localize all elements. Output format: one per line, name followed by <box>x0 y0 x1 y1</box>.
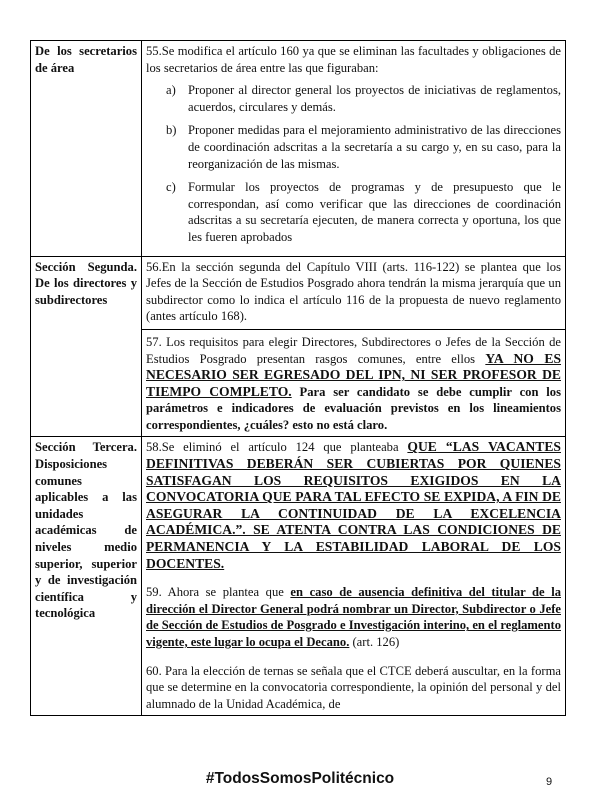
list-item <box>166 82 561 115</box>
list-marker: c) <box>166 180 176 195</box>
paragraph-57-emphasis: YA NO ES NECESARIO SER EGRESADO DEL IPN, NI SER PROFESOR DE TIEMPO COMPLETO. <box>146 350 562 399</box>
list-text: Formular los proyectos de programas y de presupuesto que le correspondan, así como verificar que las direcciones de coordinación adscritas a su secretaría ejecuten, de manera correcta y oportuna, los que les fueren aprobados <box>188 180 561 244</box>
list-text: Proponer al director general los proyectos de iniciativas de reglamentos, acuerdos, circulares y demás. <box>188 83 561 114</box>
paragraph-59 <box>146 584 561 650</box>
list-marker: a) <box>166 83 176 98</box>
row-content <box>142 437 566 716</box>
row-label: De los secretarios de área <box>31 41 142 257</box>
table-row <box>31 256 566 437</box>
paragraph-59-emphasis: en caso de ausencia definitiva del titular de la dirección el Director General podrá nombrar un Director, Subdirector o Jefe de Sección de Estudios de Posgrado e Investigación interino, en el reglamento vigente, este lugar lo ocupa el Decano. <box>146 585 562 649</box>
paragraph-57-text: 57. Los requisitos para elegir Directores, Subdirectores o Jefes de la Sección de Estudios Posgrado presentan rasgos comunes, entre ellos <box>146 334 561 366</box>
paragraph-60: 60. Para la elección de ternas se señala que el CTCE deberá auscultar, en la forma que se determine en la convocatoria correspondiente, la opinión del personal y del alumnado de la Unidad Académica, de <box>146 663 561 711</box>
paragraph-56: 56.En la sección segunda del Capítulo VIII (arts. 116-122) se plantea que los Jefes de la Sección de Estudios Posgrado ahora tendrán la misma jerarquía que un subdirector como lo indica el artículo 116 de la propuesta de nuevo reglamento (antes artículo 168). <box>146 259 561 324</box>
table-row <box>31 437 566 716</box>
paragraph-58 <box>146 439 561 572</box>
paragraph-59-ref: (art. 126) <box>349 635 400 649</box>
list-item <box>166 179 561 245</box>
paragraph-58-emphasis: QUE “LAS VACANTES DEFINITIVAS DEBERÁN SER CUBIERTAS POR QUIENES SATISFAGAN LOS REQUISITOS EXIGIDOS EN LA CONVOCATORIA QUE PARA TAL EFECTO SE EXPIDA, A FIN DE ASEGURAR LA CONTINUIDAD DE LA EXCELENCIA ACADÉMICA.”. SE ATENTA CONTRA LAS CONDICIONES DE PERMANENCIA Y LA ESTABILIDAD LABORAL DE LOS DOCENTES. <box>146 439 561 571</box>
list-text: Proponer medidas para el mejoramiento administrativo de las direcciones de coordinación adscritas a la secretaría a su cargo y, en su caso, para la reorganización de las mismas. <box>188 123 561 171</box>
sub-list <box>146 82 561 245</box>
hashtag-footer: #TodosSomosPolitécnico <box>205 770 395 787</box>
row-label: Sección Segunda. De los directores y subdirectores <box>31 256 142 437</box>
paragraph-58-text: 58.Se eliminó el artículo 124 que planteaba <box>146 440 408 455</box>
paragraph-57 <box>146 334 561 434</box>
row-label: Sección Tercera. Disposiciones comunes aplicables a las unidades académicas de niveles medio superior, superior y de investigación científica y tecnológica <box>31 437 142 716</box>
paragraph-57-bold: Para ser candidato se debe cumplir con los parámetros e indicadores de evaluación previstos en los lineamientos correspondientes, ¿cuáles? esto no está claro. <box>146 384 561 432</box>
paragraph-59-text: 59. Ahora se plantea que <box>146 585 291 600</box>
comparison-table <box>30 40 566 716</box>
paragraph-55: 55.Se modifica el artículo 160 ya que se eliminan las facultades y obligaciones de los secretarios de área entre las que figuraban: <box>146 44 561 75</box>
list-item <box>166 122 561 172</box>
divider <box>142 329 565 330</box>
row-content <box>142 41 566 257</box>
row-content <box>142 256 566 437</box>
list-marker: b) <box>166 123 177 138</box>
table-row <box>31 41 566 257</box>
page-number: 9 <box>546 776 553 788</box>
